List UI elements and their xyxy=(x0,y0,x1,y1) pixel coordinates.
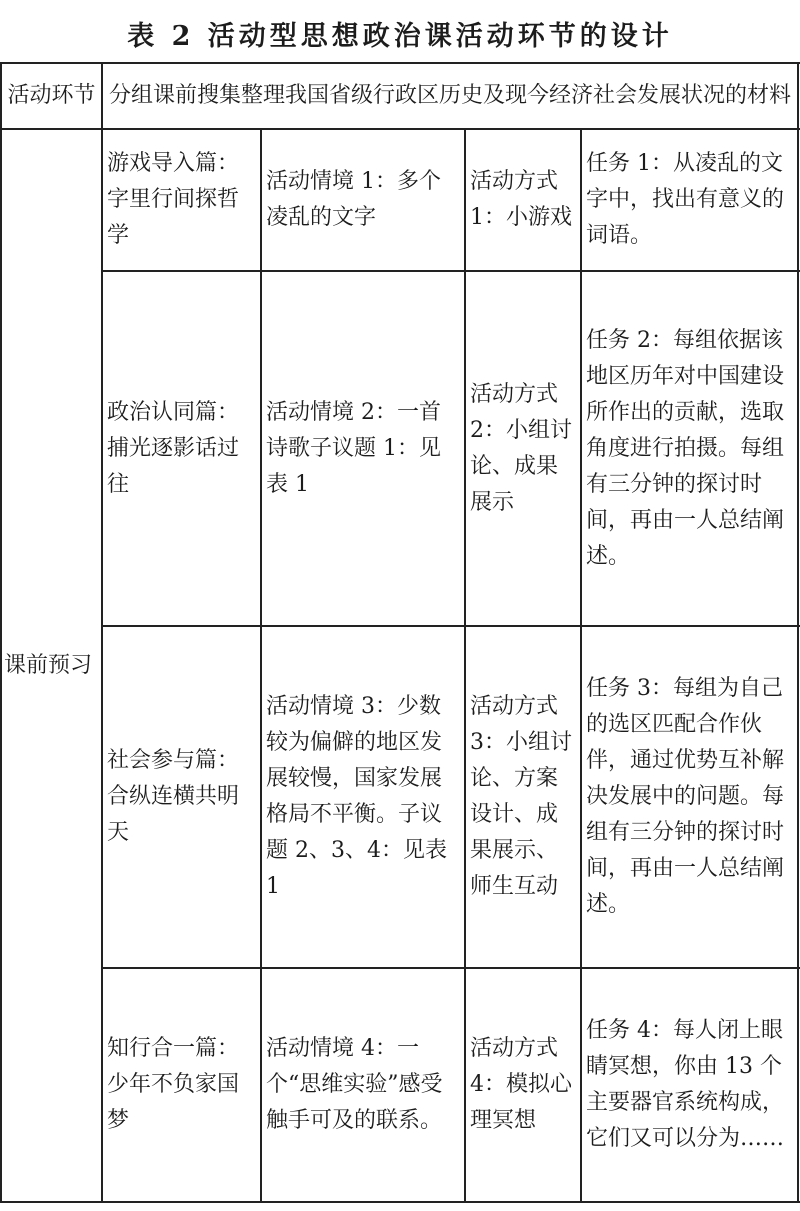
row-1-task-text: 任务 1：从凌乱的文字中，找出有意义的词语。 xyxy=(586,151,785,248)
row-4-method-text: 活动方式 4：模拟心理冥想 xyxy=(470,1036,572,1133)
row-3-task-text: 任务 3：每组为自己的选区匹配合作伙伴，通过优势互补解决发展中的问题。每组有三分钟的探讨时间，再由一人总结阐述。 xyxy=(586,676,785,917)
column-divider-3 xyxy=(464,128,466,1203)
row-2-section xyxy=(107,272,257,625)
row-2-method xyxy=(470,272,578,625)
row-3-task xyxy=(586,627,794,967)
column-divider-1 xyxy=(101,62,103,1203)
stage-cell xyxy=(4,130,99,1201)
row-1-section xyxy=(107,130,257,270)
row-1-section-text: 游戏导入篇：字里行间探哲学 xyxy=(107,151,240,248)
header-preparation-note-text: 分组课前搜集整理我国省级行政区历史及现今经济社会发展状况的材料 xyxy=(108,83,791,108)
row-4-task-text: 任务 4：每人闭上眼睛冥想，你由 13 个主要器官系统构成，它们又可以分为…… xyxy=(586,1018,785,1151)
row-1-method-text: 活动方式 1：小游戏 xyxy=(470,169,572,230)
row-1-task xyxy=(586,130,794,270)
row-3-scenario xyxy=(266,627,462,967)
table-caption: 表 2 活动型思想政治课活动环节的设计 xyxy=(127,21,673,52)
header-activity-stage-text: 活动环节 xyxy=(7,83,96,108)
stage-text: 课前预习 xyxy=(4,652,93,678)
column-divider-4 xyxy=(580,128,582,1203)
row-2-task xyxy=(586,272,794,625)
row-4-scenario-text: 活动情境 4：一个“思维实验”感受触手可及的联系。 xyxy=(266,1036,443,1133)
row-4-scenario xyxy=(266,969,462,1201)
activity-design-table xyxy=(0,62,800,1211)
row-4-task xyxy=(586,969,794,1201)
row-1-scenario xyxy=(266,130,462,270)
row-2-section-text: 政治认同篇：捕光逐影话过往 xyxy=(107,399,240,497)
row-3-section-text: 社会参与篇：合纵连横共明天 xyxy=(107,748,240,845)
row-3-method-text: 活动方式 3：小组讨论、方案设计、成果展示、师生互动 xyxy=(470,694,572,899)
table-left-border xyxy=(0,62,2,1203)
row-4-method xyxy=(470,969,578,1201)
row-3-section xyxy=(107,627,257,967)
header-preparation-note xyxy=(103,64,797,128)
row-2-scenario xyxy=(266,272,462,625)
row-2-method-text: 活动方式 2：小组讨论、成果展示 xyxy=(470,381,572,515)
table-bottom-border xyxy=(0,1201,800,1203)
row-1-scenario-text: 活动情境 1：多个凌乱的文字 xyxy=(266,169,441,230)
row-2-task-text: 任务 2：每组依据该地区历年对中国建设所作出的贡献，选取角度进行拍摄。每组有三分钟的探讨时间，再由一人总结阐述。 xyxy=(586,327,785,569)
table-right-border xyxy=(797,62,799,1203)
row-3-method xyxy=(470,627,578,967)
row-4-section xyxy=(107,969,257,1201)
row-3-scenario-text: 活动情境 3：少数较为偏僻的地区发展较慢，国家发展格局不平衡。子议题 2、3、4：见表 1 xyxy=(266,694,447,899)
row-1-method xyxy=(470,130,578,270)
row-2-scenario-text: 活动情境 2：一首诗歌子议题 1：见表 1 xyxy=(266,399,441,497)
column-divider-2 xyxy=(260,128,262,1203)
row-4-section-text: 知行合一篇：少年不负家国梦 xyxy=(107,1036,240,1133)
header-activity-stage xyxy=(2,64,101,128)
